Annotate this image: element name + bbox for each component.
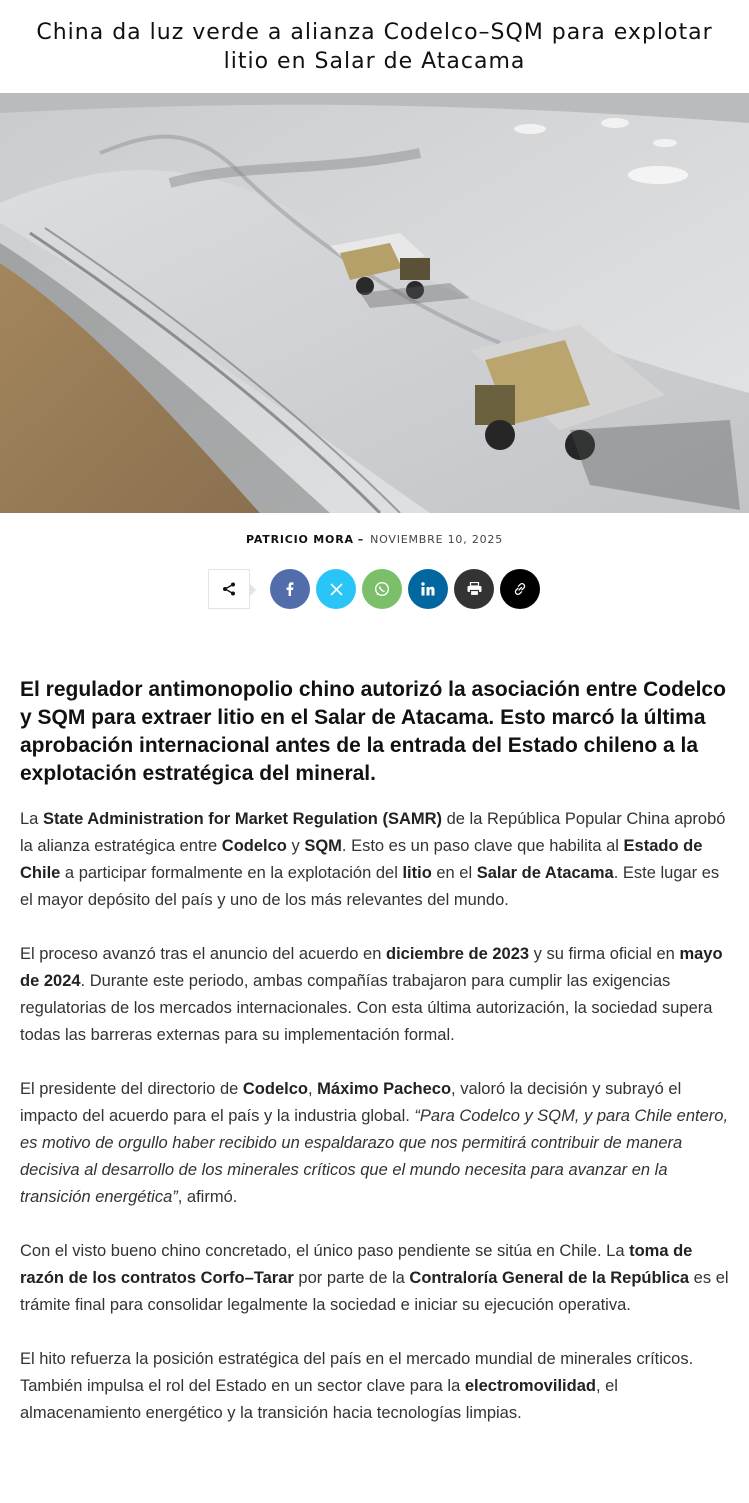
share-icon: [222, 582, 236, 596]
bold-text: electromovilidad: [464, 1377, 596, 1395]
text-run: El presidente del directorio de: [20, 1080, 243, 1098]
bold-text: Estado de Chile: [20, 837, 703, 882]
bold-text: toma de razón de los contratos Corfo–Tarar: [20, 1242, 693, 1287]
text-run: en el: [431, 864, 477, 882]
text-run: , afirmó.: [177, 1188, 238, 1206]
article-meta: [0, 533, 749, 546]
text-run: a participar formalmente en la explotación del: [60, 864, 403, 882]
copy-link-button[interactable]: [500, 569, 540, 609]
article-title: China da luz verde a alianza Codelco–SQM para explotar litio en Salar de Atacama: [36, 19, 713, 74]
meta-separator: –: [357, 533, 365, 546]
text-run: La: [20, 810, 43, 828]
text-run: El proceso avanzó tras el anuncio del acuerdo en: [20, 945, 386, 963]
bold-text: Máximo Pacheco: [317, 1080, 452, 1098]
author-name[interactable]: PATRICIO MORA: [245, 533, 354, 546]
whatsapp-icon: [374, 581, 390, 597]
text-run: El hito refuerza la posición estratégica del país en el mercado mundial de minerales críticos. También impulsa el rol del Estado en un sector clave para la: [20, 1350, 694, 1395]
body-paragraph-3: [20, 1076, 730, 1211]
article-body: [20, 676, 730, 1454]
text-run: , el almacenamiento energético y la transición hacia tecnologías limpias.: [20, 1377, 618, 1422]
bold-text: Codelco: [242, 1080, 308, 1098]
text-run: y: [286, 837, 305, 855]
quote-text: “Para Codelco y SQM, y para Chile entero, es motivo de orgullo haber recibido un espaldarazo que nos permitirá contribuir de manera decisiva al desarrollo de los minerales críticos que el mundo necesita para avanzar en la transición energética”: [20, 1107, 729, 1206]
text-run: Con el visto bueno chino concretado, el único paso pendiente se sitúa en Chile. La: [20, 1242, 630, 1260]
print-icon: [467, 582, 482, 596]
print-button[interactable]: [454, 569, 494, 609]
linkedin-icon: [421, 582, 435, 596]
text-run: por parte de la: [293, 1269, 410, 1287]
bold-text: Salar de Atacama: [476, 864, 614, 882]
article-header: [0, 0, 749, 93]
article-lead: El regulador antimonopolio chino autorizó la asociación entre Codelco y SQM para extraer litio en el Salar de Atacama. Esto marcó la última aprobación internacional antes de la entrada del Estado chileno a la explotación estratégica del mineral.: [20, 678, 726, 785]
bold-text: mayo de 2024: [20, 945, 723, 990]
body-paragraph-2: [20, 941, 730, 1049]
linkedin-share-button[interactable]: [408, 569, 448, 609]
bold-text: Codelco: [221, 837, 287, 855]
x-icon: [330, 583, 343, 596]
bold-text: litio: [402, 864, 432, 882]
text-run: . Durante este periodo, ambas compañías trabajaron para cumplir las exigencias regulatorias de los mercados internacionales. Con esta última autorización, la sociedad supera todas las barreras externas para su implementación formal.: [20, 972, 713, 1044]
x-share-button[interactable]: [316, 569, 356, 609]
whatsapp-share-button[interactable]: [362, 569, 402, 609]
text-run: ,: [307, 1080, 318, 1098]
share-bar: [208, 569, 546, 609]
bold-text: State Administration for Market Regulation (SAMR): [42, 810, 443, 828]
facebook-share-button[interactable]: [270, 569, 310, 609]
copy-link-icon: [513, 582, 527, 596]
body-paragraph-5: [20, 1346, 730, 1427]
text-run: es el trámite final para consolidar legalmente la sociedad e iniciar su ejecución operativa.: [20, 1269, 729, 1314]
text-run: . Este lugar es el mayor depósito del país y uno de los más relevantes del mundo.: [20, 864, 720, 909]
text-run: y su firma oficial en: [529, 945, 680, 963]
bold-text: diciembre de 2023: [385, 945, 530, 963]
publish-date: NOVIEMBRE 10, 2025: [370, 533, 504, 546]
hero-image: [0, 93, 749, 513]
text-run: , valoró la decisión y subrayó el impacto del acuerdo para el país y la industria global.: [20, 1080, 682, 1125]
text-run: de la República Popular China aprobó la alianza estratégica entre: [20, 810, 726, 855]
share-toggle-button[interactable]: [208, 569, 250, 609]
facebook-icon: [286, 582, 294, 596]
body-paragraph-1: [20, 806, 730, 914]
text-run: . Esto es un paso clave que habilita al: [341, 837, 624, 855]
bold-text: SQM: [304, 837, 342, 855]
bold-text: Contraloría General de la República: [409, 1269, 690, 1287]
body-paragraph-4: [20, 1238, 730, 1319]
